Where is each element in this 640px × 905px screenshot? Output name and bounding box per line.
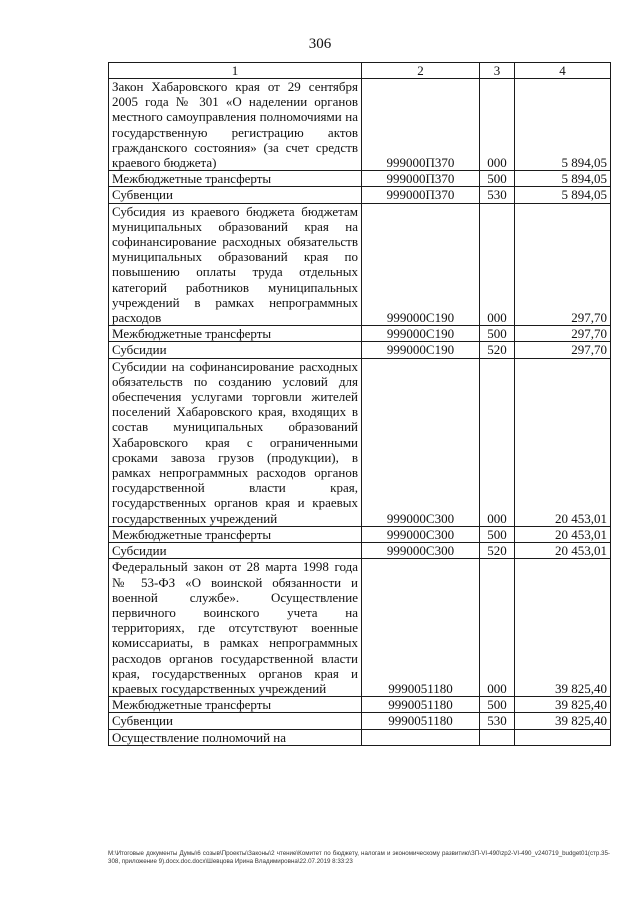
row-code: 9990051180 xyxy=(362,713,480,729)
row-type: 000 xyxy=(480,358,515,526)
table-row xyxy=(109,358,611,526)
column-header-code: 2 xyxy=(362,63,480,79)
table-row xyxy=(109,79,611,171)
row-name: Субвенции xyxy=(109,713,362,729)
column-header-type: 3 xyxy=(480,63,515,79)
row-code: 999000П370 xyxy=(362,187,480,203)
row-type: 000 xyxy=(480,559,515,697)
page-number: 306 xyxy=(308,36,332,52)
row-type: 000 xyxy=(480,203,515,326)
table-row xyxy=(109,697,611,713)
row-name: Межбюджетные трансферты xyxy=(109,326,362,342)
row-code: 999000С300 xyxy=(362,526,480,542)
row-name: Субсидии xyxy=(109,342,362,358)
table-row xyxy=(109,526,611,542)
row-code: 999000С300 xyxy=(362,358,480,526)
row-name: Субсидия из краевого бюджета бюджетам муниципальных образований края на софинансирование расходных обязательств муниципальных образований края по повышению оплаты труда отдельных категорий работников муниципальных учреждений в рамках непрограммных расходов xyxy=(109,203,362,326)
row-name: Осуществление полномочий на xyxy=(109,729,362,745)
row-amount: 20 453,01 xyxy=(515,543,611,559)
row-amount: 297,70 xyxy=(515,326,611,342)
row-type: 530 xyxy=(480,713,515,729)
table-row xyxy=(109,326,611,342)
row-type: 000 xyxy=(480,79,515,171)
budget-table xyxy=(108,62,611,746)
table-row xyxy=(109,713,611,729)
row-name: Федеральный закон от 28 марта 1998 года № 53-ФЗ «О воинской обязанности и военной службе». Осуществление первичного воинского учета на территориях, где отсутствуют военные комиссариаты, в рамках непрограммных расходов органов государственной власти края, государственных органов края и краевых государственных учреждений xyxy=(109,559,362,697)
row-code: 999000С190 xyxy=(362,203,480,326)
table-row xyxy=(109,171,611,187)
row-amount: 39 825,40 xyxy=(515,713,611,729)
row-type: 500 xyxy=(480,171,515,187)
row-type: 500 xyxy=(480,526,515,542)
row-type xyxy=(480,729,515,745)
table-row xyxy=(109,342,611,358)
row-name: Закон Хабаровского края от 29 сентября 2005 года № 301 «О наделении органов местного самоуправления полномочиями на государственную регистрацию актов гражданского состояния» (за счет средств краевого бюджета) xyxy=(109,79,362,171)
row-type: 500 xyxy=(480,326,515,342)
row-amount: 5 894,05 xyxy=(515,187,611,203)
row-amount: 39 825,40 xyxy=(515,697,611,713)
column-header-amount: 4 xyxy=(515,63,611,79)
row-type: 520 xyxy=(480,543,515,559)
table-row xyxy=(109,203,611,326)
row-code: 999000П370 xyxy=(362,79,480,171)
table-row xyxy=(109,543,611,559)
row-name: Межбюджетные трансферты xyxy=(109,697,362,713)
row-code: 999000П370 xyxy=(362,171,480,187)
row-code: 9990051180 xyxy=(362,697,480,713)
table-header-row xyxy=(109,63,611,79)
row-name: Межбюджетные трансферты xyxy=(109,171,362,187)
row-name: Субвенции xyxy=(109,187,362,203)
row-amount xyxy=(515,729,611,745)
row-name: Субсидии на софинансирование расходных обязательств по созданию условий для обеспечения услугами торговли жителей поселений Хабаровского края, входящих в состав муниципальных образований Хабаровского края с ограниченными сроками завоза грузов (продукции), в рамках непрограммных расходов органов государственной власти края, государственных органов края и краевых государственных учреждений xyxy=(109,358,362,526)
row-type: 530 xyxy=(480,187,515,203)
table-row xyxy=(109,187,611,203)
row-amount: 5 894,05 xyxy=(515,171,611,187)
column-header-name: 1 xyxy=(109,63,362,79)
table-row xyxy=(109,559,611,697)
row-amount: 20 453,01 xyxy=(515,358,611,526)
file-path-footer: М:\Итоговые документы Думы\6 созыв\Проекты\Законы\2 чтение\Комитет по бюджету, налогам и экономическому развитию\ЗП-VI-490\zp2-VI-490_v240719_budget01(стр.35-308, приложение 9).docx.doc.docx\Шевцова Ирина Владимировна\22.07.2019 8:33:23 xyxy=(108,850,610,865)
row-name: Межбюджетные трансферты xyxy=(109,526,362,542)
row-code: 999000С190 xyxy=(362,342,480,358)
row-amount: 5 894,05 xyxy=(515,79,611,171)
row-type: 500 xyxy=(480,697,515,713)
row-code: 999000С300 xyxy=(362,543,480,559)
row-name: Субсидии xyxy=(109,543,362,559)
row-amount: 297,70 xyxy=(515,342,611,358)
row-code xyxy=(362,729,480,745)
table-row xyxy=(109,729,611,745)
row-amount: 297,70 xyxy=(515,203,611,326)
row-code: 999000С190 xyxy=(362,326,480,342)
row-code: 9990051180 xyxy=(362,559,480,697)
row-amount: 20 453,01 xyxy=(515,526,611,542)
row-amount: 39 825,40 xyxy=(515,559,611,697)
row-type: 520 xyxy=(480,342,515,358)
